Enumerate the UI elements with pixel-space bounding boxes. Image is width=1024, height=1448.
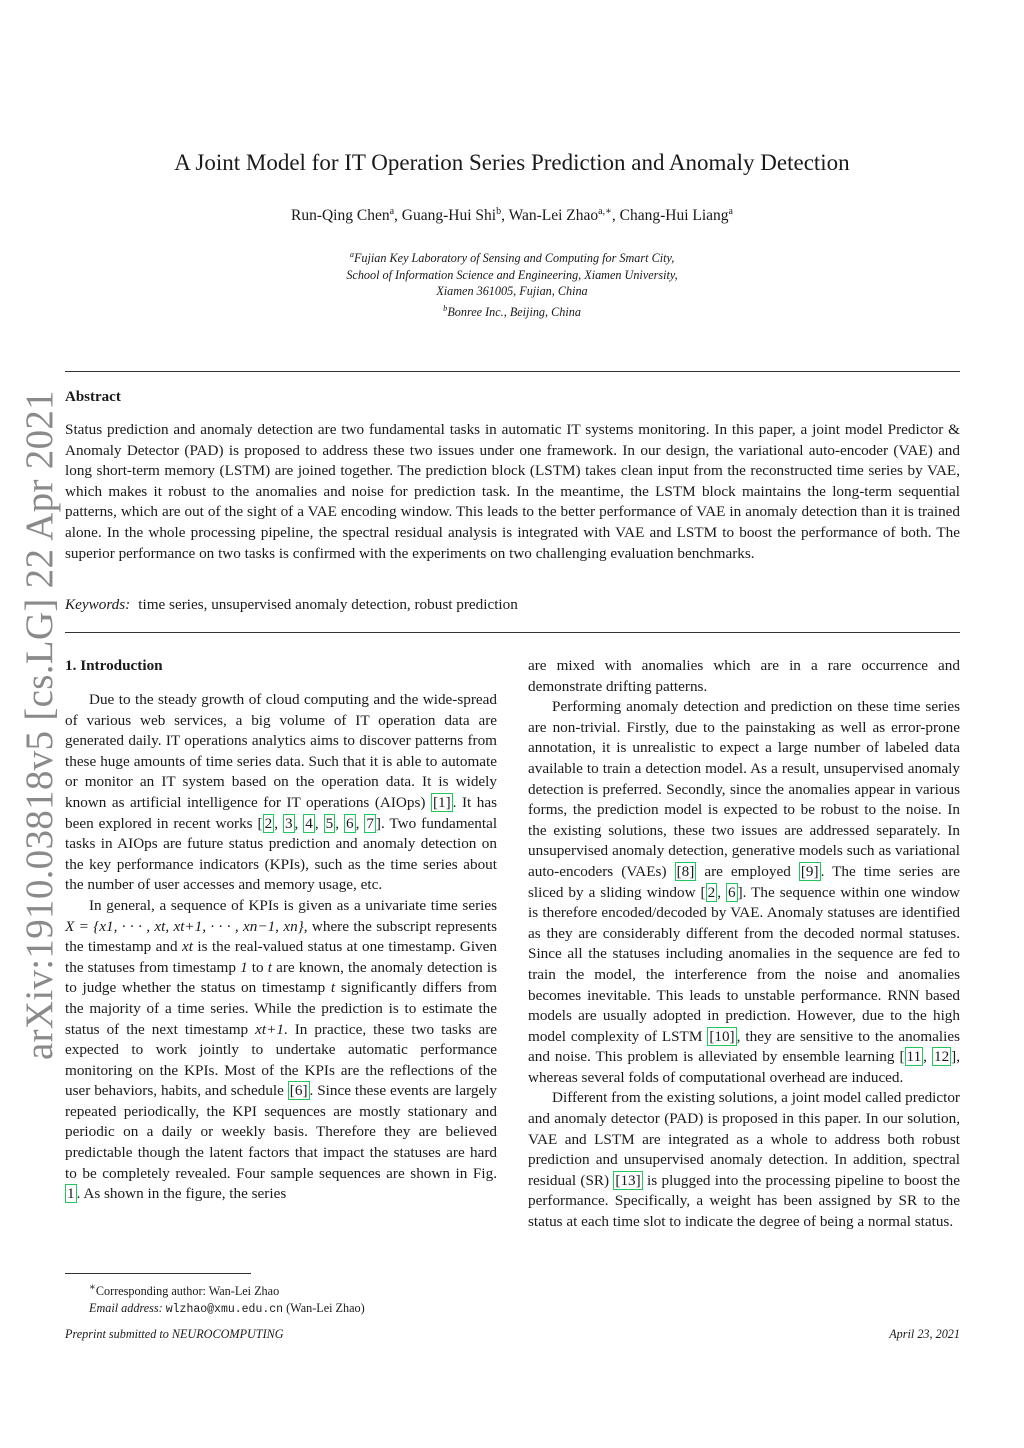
citation-link[interactable]: [1] [432,793,451,811]
citation-link[interactable]: [6] [289,1082,308,1100]
author-list: Run-Qing Chen$^a$, Guang-Hui Shi$^b$, Wan-Lei Zhao$^{a,∗}$, Chang-Hui Liang$^a$ [290,206,733,225]
math-inline: t [330,979,336,997]
author-name: Wan-Lei Zhao [508,207,599,225]
email-link[interactable]: wlzhao@xmu.edu.cn [165,1303,284,1317]
author-name: Guang-Hui Shi [401,207,497,225]
affil-mark: a [349,249,354,259]
citation-link[interactable]: 4 [305,814,313,832]
citation-link[interactable]: 3 [284,814,293,832]
citation-link[interactable]: 11 [906,1048,922,1066]
abstract-text: Status prediction and anomaly detection are two fundamental tasks in automatic IT systems monitoring. In this paper, a joint model Predictor & Anomaly Detector (PAD) is proposed to address these two issues under one framework. In our design, the variational auto-encoder (VAE) and long short-term memory (LSTM) are joined together. The prediction block (LSTM) takes clean input from the reconstructed time series by VAE, which makes it robust to the anomalies and noise for prediction task. In the meantime, the LSTM block maintains the long-term sequential patterns, which are out of the sight of a VAE encoding window. This leads to the better performance of VAE in anomaly detection than it is trained alone. In the whole processing pipeline, the spectral residual analysis is integrated with VAE and LSTM to boost the performance of both. The superior performance on two tasks is confirmed with the experiments on two challenging evaluation benchmarks. [65,421,960,562]
email-owner: (Wan-Lei Zhao) [286,1301,365,1316]
keywords-text: time series, unsupervised anomaly detection, robust prediction [138,596,518,613]
author-affil-mark: a [389,206,395,217]
affiliations [0,246,1024,321]
math-inline: t [267,958,272,976]
left-column [65,656,497,1205]
citation-link[interactable]: 2 [707,883,716,901]
figure-link[interactable]: 1 [67,1185,75,1203]
paper-title: A Joint Model for IT Operation Series Prediction and Anomaly Detection [174,150,850,175]
author-name: Chang-Hui Liang [619,207,729,225]
keywords [65,596,518,614]
footnote-mark: ∗ [89,1282,96,1293]
paragraph: Due to the steady growth of cloud computing and the wide-spread of various web services, a big volume of IT operation data are generated daily. IT operations analytics aims to discover patterns from these huge amounts of time series data. Such that it is able to automate or monitor an IT system based on the operation data. It is widely known as artificial intelligence for IT operations (AIOps) [1] . It has been explored in recent works [ 2 , 3 , 4 , 5 , 6 , 7 ]. Two fundamental tasks in AIOps are future status prediction and anomaly detection on the key performance indicators (KPIs), such as the time series about the number of user accesses and memory usage, etc. [65,691,498,894]
citation-link[interactable]: 7 [366,814,374,832]
right-column [528,656,960,1233]
math-inline: xt [182,938,193,956]
math-inline: X = {x1, · · · , xt, xt+1, · · · , xn−1, xn} [65,917,304,935]
citation-link[interactable]: [9] [800,862,819,880]
author-affil-mark: a,∗ [598,206,612,217]
citation-link[interactable]: 12 [933,1048,950,1066]
citation-link[interactable]: [8] [676,862,695,880]
citation-link[interactable]: [13] [615,1171,641,1189]
paragraph: Performing anomaly detection and prediction on these time series are non-trivial. Firstly, due to the painstaking as well as error-prone annotation, it is unrealistic to expect a large number of labeled data available to train a detection model. As a result, unsupervised anomaly detection is preferred. Secondly, since the anomalies appear in various forms, the prediction model is expected to be robust to the noise. In the existing solutions, these two issues are addressed separately. In unsupervised anomaly detection, generative models such as variational auto-encoders (VAEs) [8] are employed [9] . The time series are sliced by a sliding window [ 2 , 6 ]. The sequence within one window is therefore encoded/decoded by VAE. Anomaly statuses are identified as they are considerably different from the decoded normal statuses. Since all the statuses including anomalies in the sequence are fed to train the model, the interference from the noise and anomalies becomes inevitable. This leads to unstable performance. RNN based models are usually adopted in prediction. However, due to the high model complexity of LSTM [10] , they are sensitive to the anomalies and noise. This problem is alleviated by ensemble learning [ 11 , 12 ], whereas several folds of computational overhead are induced. [528,698,961,1086]
math-inline: 1 [240,958,248,976]
citation-link[interactable]: 2 [264,814,273,832]
citation-link[interactable]: 6 [345,814,354,832]
footnote [65,1279,495,1318]
paragraph: are mixed with anomalies which are in a rare occurrence and demonstrate drifting patterns. [528,657,960,695]
footnote-divider [65,1273,251,1274]
affil-mark: b [443,302,448,313]
affil-line: Bonree Inc., Beijing, China [447,304,581,319]
email-label: Email address: [89,1301,163,1316]
footer-date: April 23, 2021 [889,1327,960,1341]
footer-submission: Preprint submitted to NEUROCOMPUTING [65,1327,284,1341]
citation-link[interactable]: 6 [727,883,736,901]
keywords-label: Keywords: [65,596,131,613]
paragraph: Different from the existing solutions, a joint model called predictor and anomaly detector (PAD) is proposed in this paper. In our solution, VAE and LSTM are integrated as a whole to address both robust prediction and unsupervised anomaly detection. In addition, spectral residual (SR) [13] is plugged into the processing pipeline to boost the performance. Specifically, a weight has been assigned by SR to the status at each time slot to indicate the degree of being a normal status. [528,1089,960,1231]
abstract-heading: Abstract [65,389,121,405]
author-affil-mark: a [728,206,733,217]
citation-link[interactable]: [10] [709,1027,735,1045]
citation-link[interactable]: 5 [325,814,334,832]
author-affil-mark: b [496,206,502,217]
affil-line: Fujian Key Laboratory of Sensing and Computing for Smart City, [353,251,675,266]
affil-line: Xiamen 361005, Fujian, China [436,284,588,299]
section-heading: 1. Introduction [65,657,163,674]
author-name: Run-Qing Chen [290,207,390,225]
math-inline: xt+1 [255,1020,284,1038]
divider-top [65,371,960,372]
footnote-text: Corresponding author: Wan-Lei Zhao [95,1284,280,1299]
divider-bottom [65,632,960,633]
paragraph: In general, a sequence of KPIs is given as a univariate time series X = {x1, · · · , xt, xt+1, · · · , xn−1, xn}, where the subscript represents the timestamp and xt is the real-valued status at one timestamp. Given the statuses from timestamp 1 to t are known, the anomaly detection is to judge whether the status on timestamp t significantly differs from the majority of a time series. While the prediction is to estimate the status of the next timestamp xt+1. In practice, these two tasks are expected to work jointly to undertake automatic performance monitoring on the KPIs. Most of the KPIs are the reflections of the user behaviors, habits, and schedule [6] . Since these events are largely repeated periodically, the KPI sequences are mostly stationary and periodic on a daily or weekly basis. Therefore they are believed predictable though the latent factors that impact the statuses are hard to be completely revealed. Four sample sequences are shown in Fig. 1 . As shown in the figure, the series [65,896,498,1203]
affil-line: School of Information Science and Engineering, Xiamen University, [346,267,678,282]
arxiv-stamp: arXiv:1910.03818v5 [cs.LG] 22 Apr 2021 [18,390,61,1060]
